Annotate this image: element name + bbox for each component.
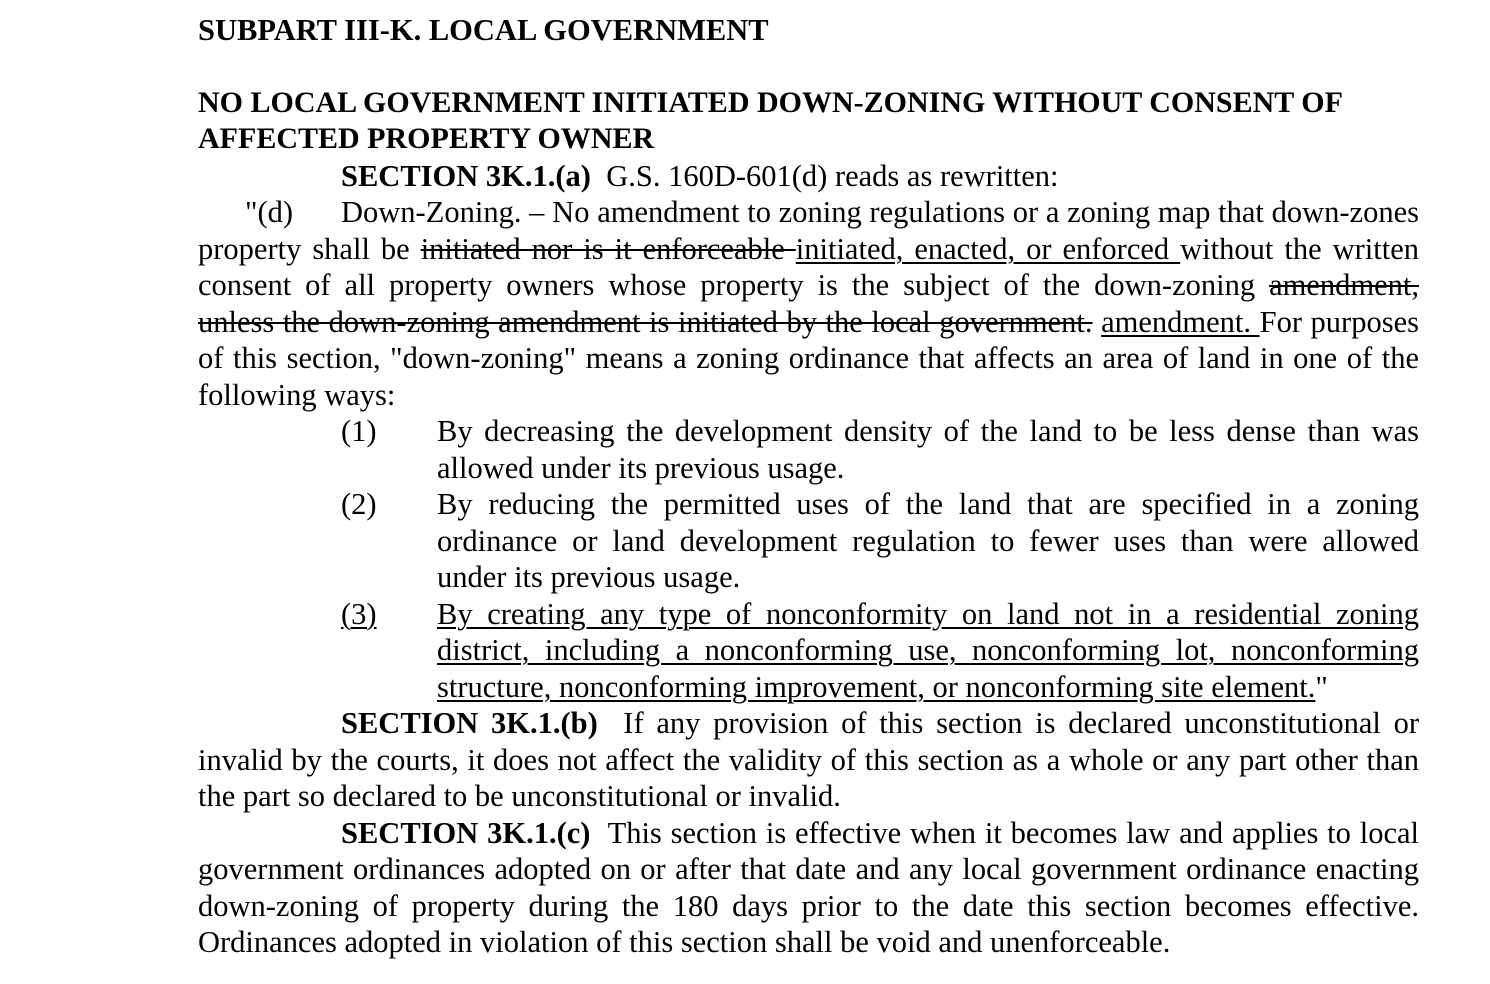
- list-item: [198, 596, 1419, 706]
- statute-catchline: Down-Zoning. – No amendment to zoning regulations or a zoning map that down-zones property shall be: [198, 195, 1419, 266]
- section-b-paragraph: [198, 705, 1419, 815]
- section-c-text: This section is effective when it becomes law and applies to local government ordinances adopted on or after that date and any local government ordinance enacting down-zoning of property during the 180 days prior to the date this section becomes effective. Ordinances adopted in violation of this section shall be void and unenforceable.: [198, 815, 1419, 959]
- section-a-paragraph: [198, 158, 1419, 195]
- section-a-intro: G.S. 160D-601(d) reads as rewritten:: [606, 158, 1059, 193]
- list-item-text-inserted: By creating any type of nonconformity on land not in a residential zoning district, including a nonconforming use, nonconforming lot, nonconforming structure, nonconforming improvement, or nonconforming site element.: [437, 596, 1419, 704]
- list-item-text: By decreasing the development density of the land to be less dense than was allowed under its previous usage.: [437, 414, 1419, 485]
- statute-close-mark: ": [1315, 669, 1328, 704]
- inserted-text-1: initiated, enacted, or enforced: [795, 231, 1181, 266]
- document-page: [198, 12, 1419, 961]
- deleted-text-1: initiated nor is it enforceable: [420, 231, 796, 266]
- list-item-number: (2): [341, 487, 377, 521]
- list-item: [198, 413, 1419, 486]
- inserted-text-2: amendment.: [1101, 304, 1260, 339]
- statute-text-2: without the written consent of all property owners whose property is the subject of the down-zoning: [198, 231, 1419, 302]
- statute-text-3: For purposes of this section, "down-zoning" means a zoning ordinance that affects an area of land in one of the following ways:: [198, 304, 1419, 412]
- deleted-text-2: amendment, unless the down-zoning amendment is initiated by the local government.: [198, 268, 1419, 339]
- subpart-title: SUBPART III-K. LOCAL GOVERNMENT: [198, 13, 769, 47]
- statute-open-mark: "(d): [245, 195, 294, 229]
- list-item-number: (3): [341, 596, 377, 631]
- section-heading: NO LOCAL GOVERNMENT INITIATED DOWN-ZONING WITHOUT CONSENT OF AFFECTED PROPERTY OWNER: [198, 85, 1342, 155]
- statute-paragraph: [198, 194, 1419, 413]
- list-item: [198, 486, 1419, 596]
- list-item-number: (1): [341, 414, 377, 448]
- section-b-label: SECTION 3K.1.(b): [341, 706, 598, 740]
- list-item-text: By reducing the permitted uses of the land that are specified in a zoning ordinance or land development regulation to fewer uses than were allowed under its previous usage.: [437, 487, 1419, 594]
- section-c-label: SECTION 3K.1.(c): [341, 815, 591, 850]
- section-b-text: If any provision of this section is declared unconstitutional or invalid by the courts, it does not affect the validity of this section as a whole or any part other than the part so declared to be unconstitutional or invalid.: [198, 706, 1420, 813]
- section-c-paragraph: [198, 815, 1419, 961]
- section-a-label: SECTION 3K.1.(a): [341, 158, 591, 193]
